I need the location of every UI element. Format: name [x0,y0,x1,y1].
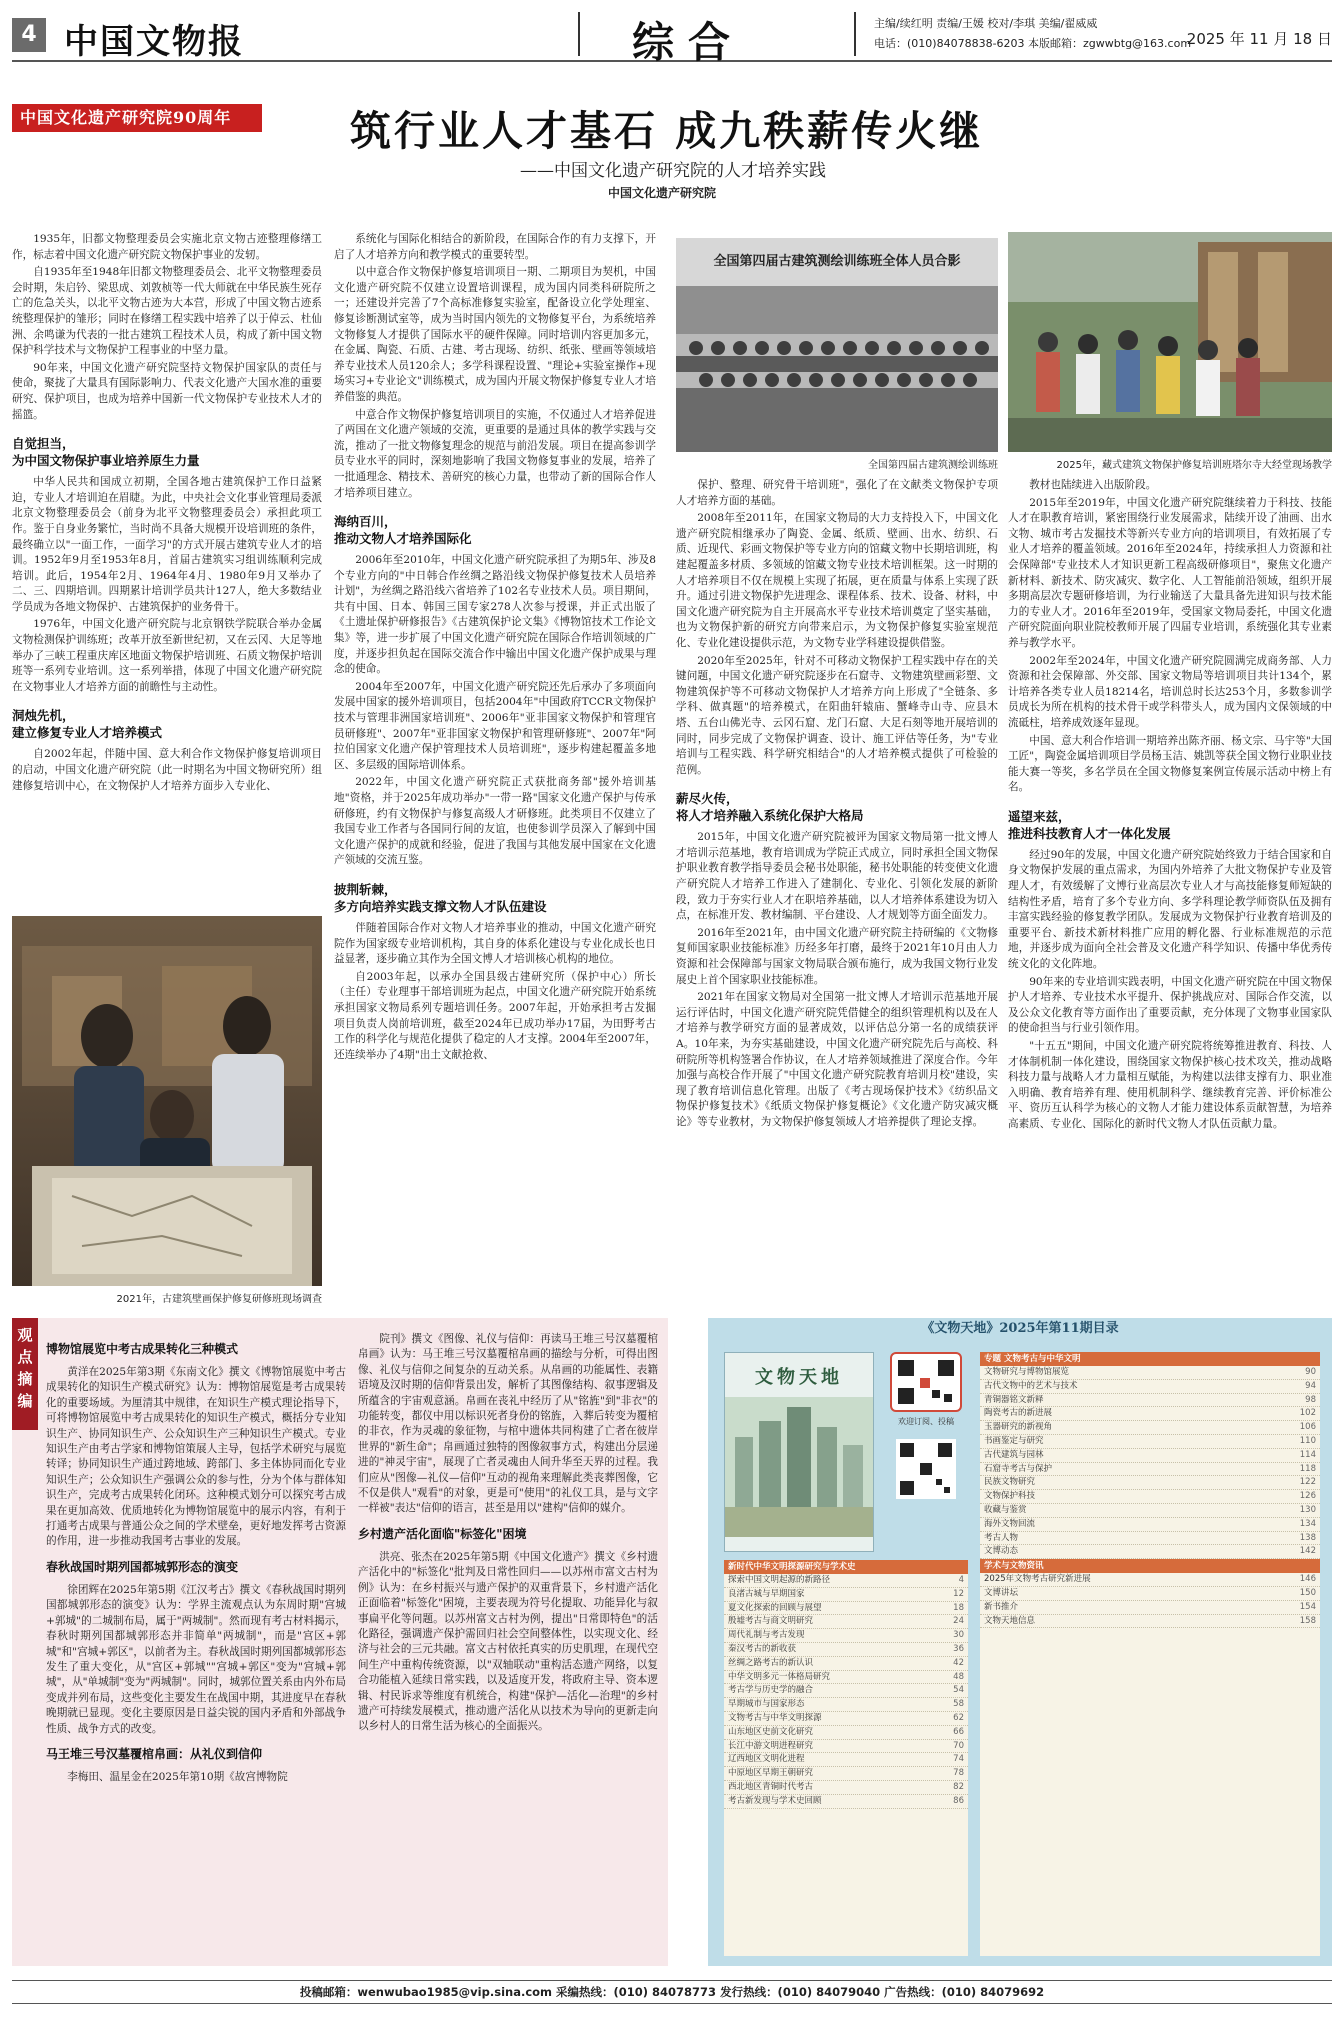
paragraph: 2015年，中国文化遗产研究院被评为国家文物局第一批文博人才培训示范基地，教育培训成为学院正式成立，同时承担全国文物保护职业教育教学指导委员会秘书处职能，秘书处职能的转变使文化遗产研究院人才培养工作进入了建制化、专业化、引领化发展的新阶段，致力于夯实行业人才在职培养基础，以人才培养体系建设为切入点，在标准开发、教材编制、平台建设、人才规划等方面全面发力。 [676,831,998,922]
opinion-label: 观点摘编 [12,1318,38,1430]
toc-entry-page: 106 [1299,1422,1316,1433]
toc-entry[interactable] [724,1602,968,1616]
headline: 筑行业人才基石 成九秩薪传火继 [350,107,984,155]
section-heading: 马王堆三号汉墓覆棺帛画：从礼仪到信仰 [46,1746,263,1761]
toc-entry-page: 146 [1299,1574,1316,1585]
toc-entry-page: 86 [953,1795,964,1806]
group-photo-caption: 全国第四届古建筑测绘训练班 [868,460,998,471]
toc-entry-page: 90 [1305,1367,1316,1377]
paragraph: 2020年至2025年，针对不可移动文物保护工程实践中存在的关键问题，中国文化遗产研究院逐步在石窟寺、文物建筑壁画彩塑、文物建筑保护等不可移动文物保护人才培养方向上形成了"全链条、多学科、做真题"的培养模式，在阳曲轩辕庙、蟹峰寺山寺、应县木塔、五台山佛光寺、云冈石窟、龙门石窟、大足石刻等地开展培训的同时，同步完成了文物保护调查、设计、施工评估等任务，为"专业培训与工程实践、科学研究相结合"的人才培养模式提供了可检验的范例。 [676,654,998,776]
toc-entry-title: 探索中国文明起源的新路径 [728,1575,831,1585]
toc-entry-title: 西北地区青铜时代考古 [728,1781,814,1792]
toc-entry[interactable] [980,1394,1320,1408]
toc-entry[interactable] [724,1629,968,1643]
byline: 中国文化遗产研究院 [608,186,717,200]
toc-entry-page: 118 [1299,1463,1316,1474]
opinion-column-right [358,1332,658,1956]
toc-entry[interactable] [980,1490,1320,1504]
paragraph: 李梅田、温星金在2025年第10期《故宫博物院 [67,1770,288,1783]
paper-name: 中国文物报 [64,22,244,62]
toc-entry-title: 秦汉考古的新收获 [728,1643,797,1654]
toc-entry[interactable] [980,1518,1320,1532]
section-heading: 自觉担当， 为中国文物保护事业培养原生力量 [12,436,200,469]
paragraph: 中国、意大利合作培训一期培养出陈齐丽、杨文宗、马宇等"大国工匠"，陶瓷金属培训项目学员杨玉洁、姚凯等获全国文物行业职业技能大赛一等奖，多名学员在全国文物修复案例宣传展示活动中榜上有名。 [1008,734,1332,794]
toc-entry-page: 82 [953,1781,964,1792]
toc-entry[interactable] [724,1574,968,1588]
toc-entry[interactable] [724,1726,968,1740]
toc-entry[interactable] [980,1615,1320,1629]
toc-entry-page: 110 [1299,1435,1316,1446]
toc-entry-page: 130 [1299,1504,1316,1515]
subheadline: ——中国文化遗产研究院的人才培养实践 [520,161,826,181]
magazine-toc-left [724,1560,968,1956]
toc-entry-page: 4 [958,1575,964,1585]
section-heading: 遥望来兹， 推进科技教育人才一体化发展 [1008,808,1171,841]
toc-entry[interactable] [724,1657,968,1671]
paragraph: 1935年，旧都文物整理委员会实施北京文物古迹整理修缮工作，标志着中国文化遗产研究院文物保护事业的发轫。 [12,233,322,261]
article-column-2 [334,232,656,1294]
toc-entry-page: 94 [1305,1380,1316,1391]
wechat-qr-icon[interactable] [896,1439,956,1499]
magazine-toc-right [980,1352,1320,1956]
group-photo-image [676,238,998,452]
toc-entry-page: 54 [953,1685,964,1696]
toc-entry-title: 文物保护科技 [984,1491,1036,1502]
toc-entry-title: 中华文明多元一体格局研究 [728,1671,831,1682]
toc-entry[interactable] [724,1684,968,1698]
toc-entry-page: 74 [953,1754,964,1765]
toc-entry[interactable] [724,1781,968,1795]
paragraph: 系统化与国际化相结合的新阶段，在国际合作的有力支撑下，开启了人才培养方向和教学模式的重要转型。 [334,233,656,261]
opinion-column-left [46,1332,346,1956]
toc-entry-page: 150 [1299,1587,1316,1598]
paragraph: "十五五"期间，中国文化遗产研究院将统筹推进教育、科技、人才体制机制一体化建设，围绕国家文物保护核心技术攻关，推动战略科技力量与战略人才力量相互赋能，为构建以法律支撑有力、职业准入明确、教育培养有理、使用机制科学、继续教育完善、评价标准公平、资历互认科学为核心的文物人才能力建设体系贡献智慧，为培养高素质、专业化、国际化的新时代文物人才队伍贡献力量。 [1008,1040,1332,1130]
paragraph: 2021年在国家文物局对全国第一批文博人才培训示范基地开展运行评估时，中国文化遗产研究院凭借健全的组织管理机构以及在人才培养与教学研究方面的显著成效，以评估总分第一名的成绩获评A。10年来，为夯实基础建设，中国文化遗产研究院先后与高校、科研院所等机构签署合作协议，在人才培养领域推进了深度合作。今年加强与高校合作开展了"中国文化遗产研究院教育培训月校"建设，实现了教育培训信息化管理。出版了《考古现场保护技术》《纺织品文物保护修复技术》《纸质文物保护修复概论》《文化遗产防灾减灾概论》等专业教材，为文物保护修复领域人才培养提供了理论支撑。 [676,991,998,1128]
toc-entry-title: 考古新发现与学术史回顾 [728,1795,822,1806]
toc-entry-title: 文物考古与中华文明探源 [728,1712,822,1723]
toc-entry-page: 66 [953,1726,964,1737]
toc-entry[interactable] [724,1795,968,1809]
toc-entry[interactable] [980,1476,1320,1490]
toc-entry-page: 158 [1299,1615,1316,1626]
toc-entry-title: 周代礼制与考古发现 [728,1630,805,1641]
toc-entry[interactable] [980,1532,1320,1546]
toc-entry-page: 70 [953,1740,964,1751]
toc-entry-page: 126 [1299,1491,1316,1502]
toc-entry-page: 24 [953,1616,964,1627]
issue-date: 2025 年 11 月 18 日 [1186,30,1332,48]
store-qr-icon[interactable] [890,1352,962,1412]
toc-entry-page: 122 [1299,1477,1316,1488]
article-column-3 [676,478,998,1294]
section-heading: 乡村遗产活化面临"标签化"困境 [358,1526,527,1541]
paragraph: 2022年，中国文化遗产研究院正式获批商务部"援外培训基地"资格，并于2025年成功举办"一带一路"国家文化遗产保护与传承研修班，约有文物保护与修复高级人才研修班。此类项目不仅建立了我国专业工作者与各国同行间的友谊，也使参训学员深入了解到中国文化遗产保护的成就和经验，促进了我国与其他发展中国家在文化遗产领域的交流互鉴。 [334,776,656,867]
magazine-cover-title: 文物天地 [755,1367,843,1388]
toc-entry-page: 134 [1299,1518,1316,1529]
paragraph: 经过90年的发展，中国文化遗产研究院始终致力于结合国家和自身文物保护发展的重点需求，为国内外培养了大批文物保护专业及管理人才，有效缓解了文博行业高层次专业人才与高技能修复师短缺的结构性矛盾，培育了多个专业方向、多学科理论教学师资队伍及拥有丰富实践经验的修复教学团队。发展成为文物保护行业教育培训及的重要平台、新技术新材料推广应用的孵化器、行业标准规范的示范地，并逐步成为面向全社会普及文化遗产科学知识、传播中华优秀传统文化的文化阵地。 [1008,848,1332,971]
toc-entry-page: 98 [1305,1394,1316,1405]
toc-entry[interactable] [980,1573,1320,1587]
toc-entry-page: 78 [953,1768,964,1779]
toc-entry-title: 殷墟考古与商文明研究 [728,1616,814,1627]
toc-entry-page: 30 [953,1630,964,1641]
section-heading: 薪尽火传， 将人才培养融入系统化保护大格局 [676,791,864,824]
toc-entry[interactable] [724,1712,968,1726]
section-heading: 春秋战国时期列国都城郭形态的演变 [46,1559,239,1574]
editors-line: 主编/续红明 责编/王媛 校对/李琪 美编/翟威威 [874,17,1098,30]
toc-entry-page: 18 [953,1602,964,1613]
paragraph: 90年来的专业培训实践表明，中国文化遗产研究院在中国文物保护人才培养、专业技术水平提升、保护挑战应对、国际合作交流，以及公众文化教育等方面作出了重要贡献，充分体现了文物事业国家队的使命担当与行业引领作用。 [1008,975,1332,1035]
section-heading: 博物馆展览中考古成果转化三种模式 [46,1342,239,1356]
masthead-divider [854,12,856,56]
paragraph: 2008年至2011年，在国家文物局的大力支持投入下，中国文化遗产研究院相继承办了陶瓷、金属、纸质、壁画、出水、纺织、石质、近现代、彩画文物保护等专业方向的馆藏文物中长期培训班，构建起覆盖多材质、多领域的馆藏文物专业技术培训框架。这一时期的人才培养项目不仅在规模上实现了拓展，更在质量与体系上实现了跃升。通过引进文物保护先进理念、课程体系、技术、设备、材料，中国文化遗产研究院为自主开展高水平专业技术培训奠定了坚实基础，也为文物保护新的研究方向带来启示，为文物保护修复实验室规范化、专业化建设提供示范，为文物专业学科建设提供借鉴。 [676,512,998,649]
section-heading: 海纳百川， 推动文物人才培养国际化 [334,514,472,547]
magazine-promo [884,1352,968,1552]
toc-entry[interactable] [980,1366,1320,1380]
paragraph: 2002年至2024年，中国文化遗产研究院圆满完成商务部、人力资源和社会保障部、外交部、国家文物局等培训项目共计134个，累计培养各类专业人员18214名，培训总时长达253个月，多数参训学员成长为所在机构的技术骨干或学科带头人，成为国内文保领域的中流砥柱，培养成效逐年显现。 [1008,654,1332,729]
survey-photo-image [1008,232,1332,452]
toc-entry[interactable] [724,1698,968,1712]
toc-entry-page: 138 [1299,1532,1316,1543]
toc-entry[interactable] [980,1421,1320,1435]
toc-entry-page: 42 [953,1657,964,1668]
toc-entry-title: 民族文物研究 [984,1477,1036,1488]
toc-entry[interactable] [724,1588,968,1602]
masthead-meta [874,14,1191,54]
toc-entry[interactable] [724,1767,968,1781]
toc-entry-title: 古代文物中的艺术与技术 [984,1380,1078,1391]
toc-section-heading: 学术与文物资讯 [980,1559,1320,1573]
paragraph: 伴随着国际合作对文物人才培养事业的推动，中国文化遗产研究院作为国家级专业培训机构，其自身的体系化建设与专业化成长也日益显著，逐步确立其作为全国文博人才培训核心机构的地位。 [334,921,656,966]
toc-entry-page: 102 [1299,1408,1316,1419]
paragraph: 黄洋在2025年第3期《东南文化》撰文《博物馆展览中考古成果转化的知识生产模式研究》认为：博物馆展览是考古成果转化的重要场域。为厘清其中规律，在知识生产模式理论指导下，可将博物馆展览中考古成果转化的知识生产模式，概括分专业知识生产、协同知识生产、公众知识生产三种知识生产模式。专业知识生产由考古学家和博物馆策展人主导，包括学术研究与展览转译；协同知识生产通过跨地域、跨部门、多主体协同而化专业知识生产；公众知识生产强调公众的参与性，分为个体与群体知识生产，完成考古成果转化闭环。这种模式划分可以探究考古成果在更加高效、优质地转化为博物馆展览中的展示内容，有利于打通考古成果与普通公众之间的学术壁垒，更好地发挥考古资源的作用，进一步推动我国考古事业的发展。 [46,1366,346,1548]
toc-entry-title: 文物研究与博物馆展览 [984,1367,1070,1377]
toc-entry[interactable] [724,1671,968,1685]
article-column-1 [12,232,322,918]
magazine-promo-text: 欢迎订阅、投稿 [898,1417,954,1426]
toc-entry[interactable] [724,1643,968,1657]
survey-photo-caption: 2025年，藏式建筑文物保护修复培训班塔尔寺大经堂现场教学 [1056,460,1332,471]
section-heading: 披荆斩棘， 多方向培养实践支撑文物人才队伍建设 [334,881,547,914]
toc-entry-title: 文博讲坛 [984,1587,1019,1598]
toc-entry-title: 青铜器铭文新释 [984,1394,1044,1405]
toc-entry[interactable] [980,1407,1320,1421]
contact-line: 电话：(010)84078838-6203 本版邮箱：zgwwbtg@163.com [874,37,1192,50]
toc-entry[interactable] [980,1504,1320,1518]
toc-entry-title: 书画鉴定与研究 [984,1435,1044,1446]
toc-entry-title: 考古学与历史学的融合 [728,1685,814,1696]
toc-entry-title: 陶瓷考古的新进展 [984,1408,1053,1419]
toc-entry-title: 2025年文物考古研究新进展 [984,1574,1091,1585]
series-tag: 中国文化遗产研究院90周年 [12,104,262,132]
toc-entry[interactable] [980,1449,1320,1463]
paragraph: 洪亮、张杰在2025年第5期《中国文化遗产》撰文《乡村遗产活化中的"标签化"批判及日常性回归——以苏州市富文古村为例》认为：在乡村振兴与遗产保护的双重背景下，乡村遗产活化正面临着"标签化"困境，主要表现为符号化提取、功能异化与叙事扁平化等问题。以苏州富文古村为例，提出"日常即特色"的活化路径，强调遗产保护需回归社会空间整体性，以实现文化、经济与社会的三元共融。富文古村依托真实的历史肌理，在现代空间生产中重构传统资源，以"双轴联动"重构活态遗产网络，以复合功能植入延续日常实践，以及适度开发，将政府主导、资本逻辑、村民诉求等维度有机统合，构建"保护—活化—治理"的乡村遗产可持续发展模式，推动遗产活化从以技术为导向的更新走向以乡村人的日常生活为核心的全面振兴。 [358,1550,658,1733]
toc-entry[interactable] [980,1587,1320,1601]
group-photo [676,238,998,452]
paragraph: 徐团辉在2025年第5期《江汉考古》撰文《春秋战国时期列国都城郭形态的演变》认为：学界主流观点认为东周时期"宫城+郭城"的二城制布局，属于"两城制"。然而现有考古材料揭示，春秋时期列国都城郭形态并非简单"两城制"，而是"宫区+郭城"和"宫城+郭区"，以前者为主。春秋战国时期列国都城郭形态发生了重大变化，从"宫区+郭城""宫城+郭区"变为"宫城+郭城"，从"单城制"变为"两城制"。同时，城郭位置关系由内外布局变成并列布局，这些变化主要发生在战国中期，其进度早在春秋晚期就已显现。变化主要原因是日益尖锐的国内矛盾和外部战争性质、战争方式的改变。 [46,1583,346,1735]
toc-entry-title: 文博动态 [984,1546,1019,1557]
toc-entry-page: 36 [953,1643,964,1654]
toc-entry-title: 考古人物 [984,1532,1019,1543]
toc-entry[interactable] [724,1753,968,1767]
toc-entry-title: 夏文化探索的回顾与展望 [728,1602,822,1613]
toc-entry-title: 辽西地区文明化进程 [728,1754,805,1765]
paragraph: 自2002年起，伴随中国、意大利合作文物保护修复培训项目的启动，中国文化遗产研究院（此一时期名为中国文物研究所）组建修复培训中心，在文物保护人才培养方面步入专业化、 [12,748,322,792]
paragraph: 2015年至2019年，中国文化遗产研究院继续着力于科技、技能人才在职教育培训，紧密围绕行业发展需求，陆续开设了油画、出水文物、城市考古发掘技术等新兴专业方向的培训项目，有效拓展了专业人才培养的覆盖领域。2016年至2024年，持续承担人力资源和社会保障部"专业技术人才知识更新工程高级研修项目"，聚焦文化遗产新材料、新技术、防灾减灾、数字化、人工智能前沿领域，组织开展多期高层次专题研修培训，为行业输送了大量具备先进知识与技术能力的专业人才。2016年至2019年，受国家文物局委托，中国文化遗产研究院面向职业院校教师开展了四届专业培训，系统强化其专业素养与教学水平。 [1008,496,1332,649]
classroom-photo-image [12,916,322,1286]
toc-entry-title: 中原地区早期王朝研究 [728,1768,814,1779]
toc-entry-title: 山东地区史前文化研究 [728,1726,814,1737]
magazine-title: 《文物天地》2025年第11期目录 [921,1321,1119,1336]
toc-entry-title: 古代建筑与园林 [984,1449,1044,1460]
toc-entry-page: 114 [1299,1449,1316,1460]
toc-entry[interactable] [980,1545,1320,1559]
paragraph: 1976年，中国文化遗产研究院与北京钢铁学院联合举办金属文物检测保护训练班；改革开放至新世纪初，又在云冈、大足等地举办了三峡工程重庆库区地面文物保护培训班、石质文物保护培训班等一系列专业培训。这一系列举措，体现了中国文化遗产研究院在文物事业人才培养方面的前瞻性与主动性。 [12,618,322,693]
toc-entry-page: 62 [953,1712,964,1723]
toc-entry-title: 文物天地信息 [984,1615,1036,1626]
toc-entry[interactable] [724,1740,968,1754]
paragraph: 中华人民共和国成立初期，全国各地古建筑保护工作日益紧迫，专业人才培训迫在眉睫。为此，中央社会文化事业管理局委派北京文物整理委员会（前身为北平文物整理委员会）承担此项工作。鉴于自身业务繁忙，当时尚不具备大规模开设培训班的条件，最终确立以"一面工作，一面学习"的方式开展古建筑专业人才的培训。1952年9月至1953年8月，首届古建筑实习组训练顺利完成培训。此后，1954年2月、1964年4月、1980年9月又举办了二、三、四期培训。四期累计培训学员共计127人，绝大多数结业学员成为各地文物保护、古建筑保护的业务骨干。 [12,476,322,613]
paragraph: 自2003年起，以承办全国县级古建研究所（保护中心）所长（主任）专业理事干部培训班为起点，中国文化遗产研究院开始系统承担国家文物局系列专题培训任务。2007年起，开始承担考古发掘项目负责人岗前培训班，截至2024年已成功举办17届，为田野考古工作的科学化与规范化提供了稳定的人才支撑。2004年至2007年，还连续举办了4期"出土文献抢救、 [334,970,656,1061]
toc-entry-title: 收藏与鉴赏 [984,1504,1027,1515]
toc-entry-page: 154 [1299,1601,1316,1612]
wechat-qr-image [896,1439,956,1499]
toc-entry-page: 142 [1299,1546,1316,1557]
section-heading: 洞烛先机， 建立修复专业人才培养模式 [12,708,163,741]
paragraph: 自1935年至1948年旧都文物整理委员会、北平文物整理委员会时期，朱启钤、梁思成、刘敦桢等一代大师就在中华民族生死存亡的危急关头，以北平文物古迹为大本营，形成了中国文物古迹系统整理保护的雏形；同时在修缮工程实践中培养了以于倬云、杜仙洲、余鸣谦为代表的一批古建筑工程技术人员，构成了新中国文物保护科学技术与文物保护工程事业的中坚力量。 [12,266,322,357]
classroom-photo [12,916,322,1286]
section-title: 综合 [632,18,745,67]
paragraph: 保护、整理、研究骨干培训班"，强化了在文献类文物保护专项人才培养方面的基础。 [676,479,998,507]
masthead [12,8,1332,67]
toc-entry[interactable] [724,1615,968,1629]
paragraph: 院刊》撰文《图像、礼仪与信仰：再读马王堆三号汉墓覆棺帛画》认为：马王堆三号汉墓覆棺帛画的描绘与分析，可得出图像、礼仪与信仰之间复杂的互动关系。从帛画的功能属性、表籍语境及汉时期的信仰背景出发，解析了其图像结构、叙事逻辑及所蕴含的宇宙观意涵。帛画在丧礼中经历了从"铭旌"到"非衣"的功能转变，都仪中用以标识死者身份的铭旌，入葬后转变为覆棺的非衣，作为灵魂的象征物，与棺中遗体共同构建了亡者在彼岸世界的"新生命"；帛画通过独特的图像叙事方式，构建出分层递进的"神灵宇宙"，展现了亡者灵魂由人间升华至天界的过程。我们应从"图像—礼仪—信仰"互动的视角来理解此类丧葬图像，它不仅是供人"观看"的对象，更是可"使用"的礼仪工具，是与文字一样被"表达"信仰的语言，甚至是用以"建构"信仰的媒介。 [358,1333,658,1515]
toc-entry-title: 良渚古城与早期国家 [728,1588,805,1599]
store-qr-image [892,1354,960,1410]
toc-entry[interactable] [980,1463,1320,1477]
toc-entry-title: 新书推介 [984,1601,1019,1612]
paragraph: 90年来，中国文化遗产研究院坚持文物保护国家队的责任与使命，聚拢了大量具有国际影响力、代表文化遗产大国水准的重要研究、保护项目，也成为培养中国新一代文物保护专业技术人才的摇篮。 [12,361,322,421]
paragraph: 2004年至2007年，中国文化遗产研究院还先后承办了多项面向发展中国家的援外培训项目，包括2004年"中国政府TCCR文物保护技术与管理非洲国家培训班"、2006年"亚非国家文物保护和管理官员研修班"、2007年"亚非国家文物保护和管理研修班"、2007年"阿拉伯国家文化遗产保护管理技术人员培训班"，逐步构建起覆盖多地区、多层级的国际培训体系。 [334,680,656,771]
toc-entry-page: 58 [953,1699,964,1710]
toc-entry-title: 海外文物回流 [984,1518,1036,1529]
toc-entry[interactable] [980,1380,1320,1394]
masthead-divider [578,12,580,56]
group-photo-banner: 全国第四届古建筑测绘训练班全体人员合影 [713,254,961,269]
page-number: 4 [12,18,46,52]
magazine-cover-image [725,1397,873,1537]
paragraph: 教材也陆续进入出版阶段。 [1029,479,1157,491]
toc-entry-title: 丝绸之路考古的新认识 [728,1657,814,1668]
paragraph: 中意合作文物保护修复培训项目的实施，不仅通过人才培养促进了两国在文化遗产领域的交流，更重要的是通过具体的教学实践与交流，推动了一批文物修复理念的规范与前沿发展。项目在提高参训学员专业水平的同时，深刻地影响了我国文物修复事业的发展，培养了一批通理念、精技术、善研究的核心力量，也带动了新的国际合作人才培养项目建立。 [334,408,656,499]
survey-photo [1008,232,1332,452]
toc-entry[interactable] [980,1601,1320,1615]
classroom-photo-caption: 2021年，古建筑壁画保护修复研修班现场调查 [116,1294,322,1305]
toc-entry[interactable] [980,1435,1320,1449]
toc-entry-title: 早期城市与国家形态 [728,1699,805,1710]
toc-entry-title: 长江中游文明进程研究 [728,1740,814,1751]
toc-section-heading: 新时代中华文明探源研究与学术史 [724,1560,968,1574]
toc-entry-page: 12 [953,1588,964,1599]
footer-contacts: 投稿邮箱：wenwubao1985@vip.sina.com 采编热线：(010) 84078773 发行热线：(010) 84079040 广告热线：(010) 84079692 [12,1980,1332,2004]
toc-entry-title: 玉器研究的新视角 [984,1422,1053,1433]
paragraph: 以中意合作文物保护修复培训项目一期、二期项目为契机，中国文化遗产研究院不仅建立设置培训课程，成为国内同类科研院所之一；还建设并完善了7个高标准修复实验室，配备设立化学处理室、修复诊断测试室等，成为当时国内领先的文物修复平台，为系统培养文物修复人才提供了国际水平的硬件保障。同时培训内容更加多元，在金属、陶瓷、石质、古建、考古现场、纺织、纸张、壁画等领域培养专业技术人员120余人；多学科课程设置、"理论+实验室操作+现场实习+专业论文"训练模式，成为国内开展文物保护修复专业人才培养借鉴的典范。 [334,266,656,403]
toc-entry-title: 石窟寺考古与保护 [984,1463,1053,1474]
article-column-4 [1008,478,1332,1294]
toc-entry-page: 48 [953,1671,964,1682]
magazine-cover [724,1352,874,1552]
paragraph: 2016年至2021年，由中国文化遗产研究院主持研编的《文物修复师国家职业技能标准》历经多年打磨，最终于2021年10月由人力资源和社会保障部与国家文物局联合颁布施行，成为我国文物行业发展史上首个国家职业技能标准。 [676,926,998,986]
toc-section-heading: 专题 文物考古与中华文明 [980,1352,1320,1366]
paragraph: 2006年至2010年，中国文化遗产研究院承担了为期5年、涉及8个专业方向的"中日韩合作丝绸之路沿线文物保护修复技术人员培养计划"，为丝绸之路沿线六省培养了102名专业技术人员。项目期间，共有中国、日本、韩国三国专家278人次参与授课，并正式出版了《土遗址保护研修报告》《古建筑保护论文集》《博物馆技术工作论文集》等，进一步扩展了中国文化遗产研究院在国际合作培训领域的广度，并逐步担负起在国际交流合作中输出中国文化遗产保护成果与理念的使命。 [334,554,656,676]
